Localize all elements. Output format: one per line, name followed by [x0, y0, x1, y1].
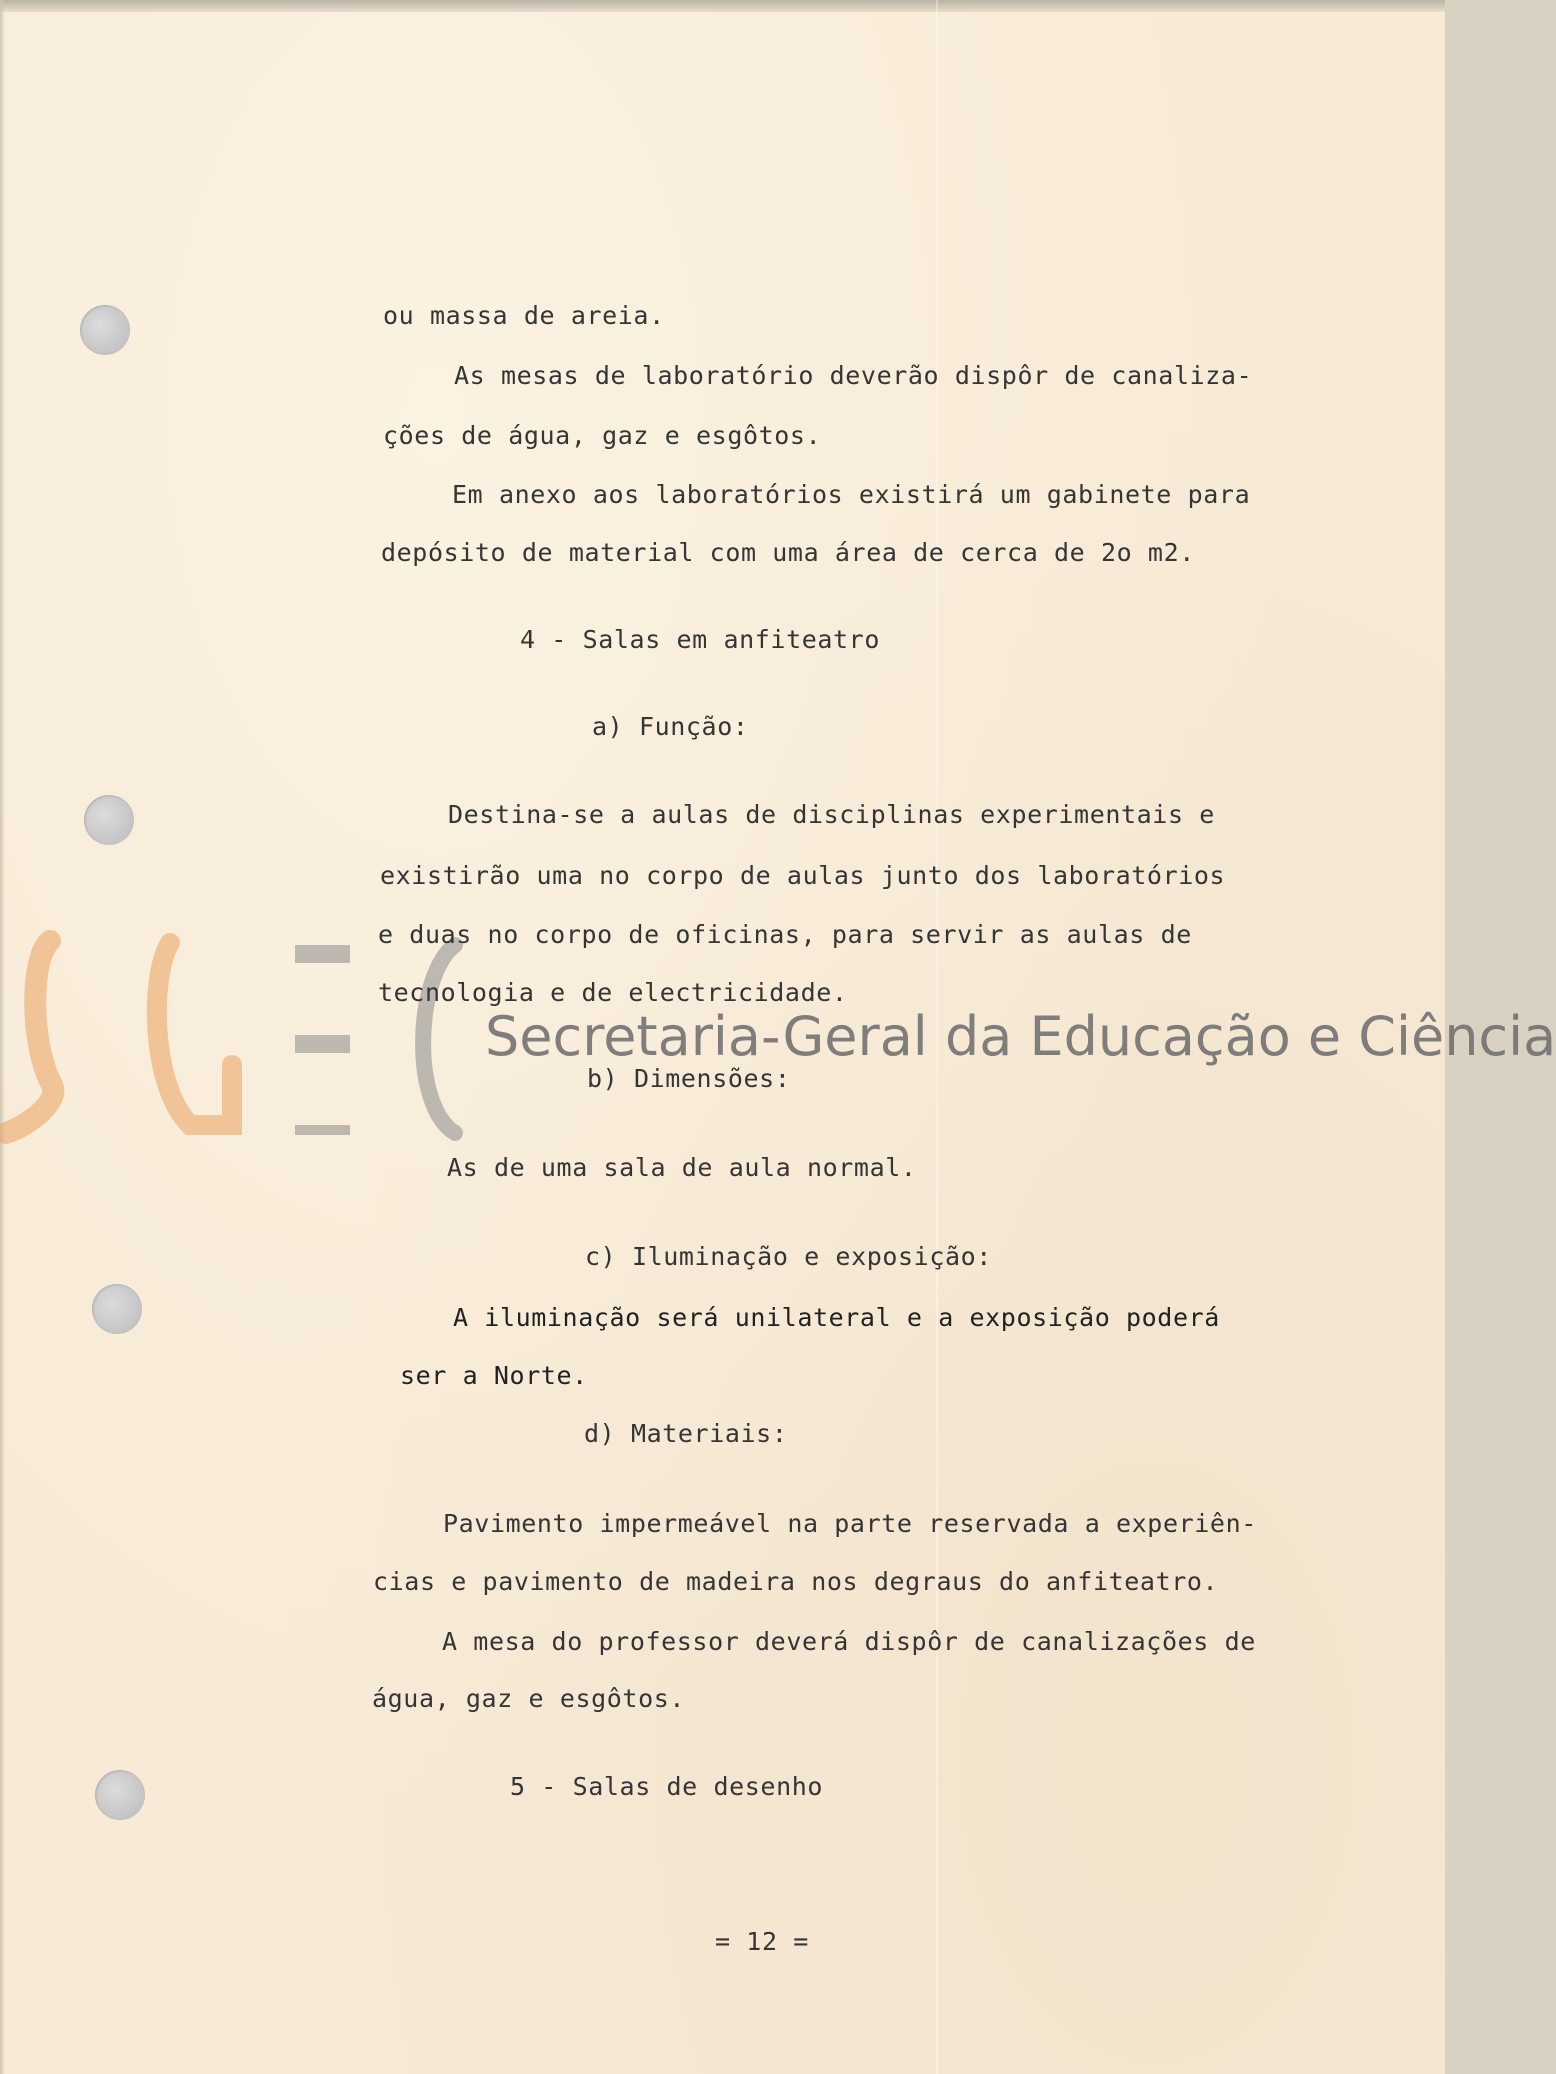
- section-heading: 4 - Salas em anfiteatro: [520, 625, 880, 654]
- text-line: A mesa do professor deverá dispôr de canalizações de: [442, 1627, 1256, 1656]
- text-line: tecnologia e de electricidade.: [378, 978, 848, 1007]
- subsection-heading: d) Materiais:: [584, 1419, 788, 1448]
- watermark-logo: [0, 935, 470, 1135]
- text-line: água, gaz e esgôtos.: [372, 1684, 686, 1713]
- text-line: Em anexo aos laboratórios existirá um gabinete para: [452, 480, 1251, 509]
- text-line: Destina-se a aulas de disciplinas experimentais e: [448, 800, 1215, 829]
- text-line: As mesas de laboratório deverão dispôr de canaliza-: [454, 361, 1253, 390]
- text-line: ções de água, gaz e esgôtos.: [383, 421, 822, 450]
- subsection-heading: c) Iluminação e exposição:: [585, 1242, 992, 1271]
- text-line: A iluminação será unilateral e a exposição poderá: [453, 1303, 1220, 1332]
- punch-hole: [84, 795, 134, 845]
- paper-top-edge: [0, 0, 1445, 12]
- watermark-text: Secretaria-Geral da Educação e Ciência: [485, 1005, 1556, 1068]
- text-line: ser a Norte.: [400, 1361, 588, 1390]
- subsection-heading: b) Dimensões:: [587, 1064, 791, 1093]
- text-line: As de uma sala de aula normal.: [447, 1153, 917, 1182]
- text-line: e duas no corpo de oficinas, para servir as aulas de: [378, 920, 1192, 949]
- text-line: cias e pavimento de madeira nos degraus do anfiteatro.: [373, 1567, 1219, 1596]
- punch-hole: [80, 305, 130, 355]
- page-number: = 12 =: [715, 1927, 809, 1956]
- section-heading: 5 - Salas de desenho: [510, 1772, 824, 1801]
- punch-hole: [92, 1284, 142, 1334]
- text-line: ou massa de areia.: [383, 301, 665, 330]
- text-line: Pavimento impermeável na parte reservada a experiên-: [443, 1509, 1257, 1538]
- subsection-heading: a) Função:: [592, 712, 749, 741]
- punch-hole: [95, 1770, 145, 1820]
- text-line: depósito de material com uma área de cerca de 2o m2.: [381, 538, 1195, 567]
- text-line: existirão uma no corpo de aulas junto dos laboratórios: [380, 861, 1226, 890]
